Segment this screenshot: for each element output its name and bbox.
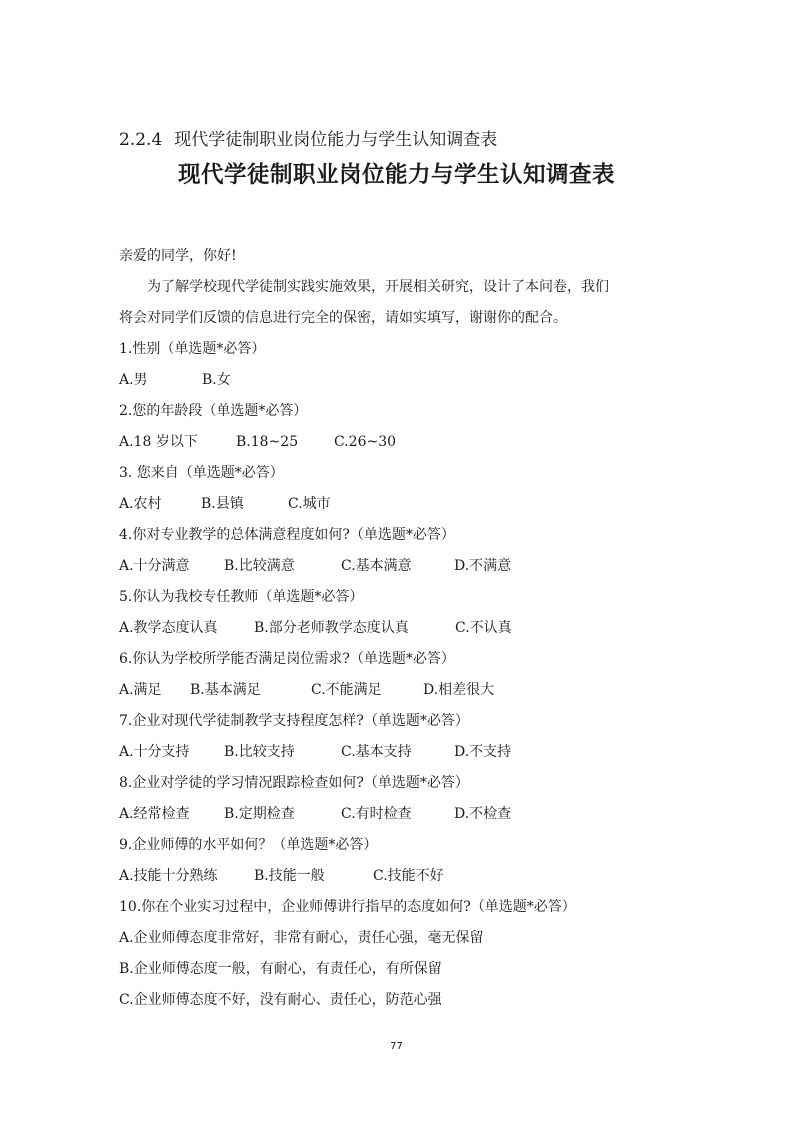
question-7: 7.企业对现代学徒制教学支持程度怎样?（单选题*必答）: [119, 713, 469, 729]
option[interactable]: C.企业师傅态度不好，没有耐心、责任心，防范心强: [119, 992, 442, 1008]
question-1-options: [119, 369, 231, 391]
section-number: 2.2.4: [119, 130, 163, 150]
option[interactable]: B.比较支持: [224, 744, 295, 760]
question-4-options: [119, 555, 511, 577]
option[interactable]: B.县镇: [201, 496, 244, 512]
option[interactable]: B.定期检查: [224, 806, 295, 822]
option[interactable]: D.不检查: [454, 806, 512, 822]
option[interactable]: A.农村: [119, 496, 162, 512]
question-2-options: [119, 431, 396, 453]
option[interactable]: B.基本满足: [190, 682, 261, 698]
question-10: 10.你在个业实习过程中，企业师傅讲行指早的态度如何?（单选题*必答）: [119, 899, 576, 915]
document-title: 现代学徒制职业岗位能力与学生认知调查表: [177, 162, 615, 188]
option[interactable]: A.男: [119, 372, 148, 388]
question-4: 4.你对专业教学的总体满意程度如何?（单选题*必答）: [119, 527, 455, 543]
page-number: 77: [390, 1041, 403, 1052]
option[interactable]: D.不支持: [454, 744, 512, 760]
question-3: 3. 您来自（单选题*必答）: [119, 465, 284, 481]
question-8-options: [119, 803, 511, 825]
option[interactable]: C.基本支持: [341, 744, 412, 760]
question-8: 8.企业对学徒的学习情况跟踪检查如何?（单选题*必答）: [119, 775, 469, 791]
question-6-options: [119, 679, 494, 701]
option[interactable]: B.部分老师教学态度认真: [254, 620, 409, 636]
question-9-options: [119, 865, 444, 887]
option[interactable]: A.十分支持: [119, 744, 190, 760]
option[interactable]: A.企业师傅态度非常好，非常有耐心，责任心强，毫无保留: [119, 930, 484, 946]
option[interactable]: C.技能不好: [373, 868, 444, 884]
question-9: 9.企业师傅的水平如何？（单选题*必答）: [119, 837, 378, 853]
question-5-options: [119, 617, 512, 639]
greeting: 亲爱的同学，你好!: [119, 248, 237, 264]
section-title: 现代学徒制职业岗位能力与学生认知调查表: [174, 130, 498, 150]
option[interactable]: B.企业师傅态度一般，有耐心，有责任心，有所保留: [119, 961, 442, 977]
option[interactable]: C.有时检查: [341, 806, 412, 822]
intro-line-2: 将会对同学们反馈的信息进行完全的保密，请如实填写，谢谢你的配合。: [119, 310, 567, 326]
question-1: 1.性别（单选题*必答）: [119, 341, 266, 357]
option[interactable]: C.26~30: [334, 434, 397, 450]
option[interactable]: C.基本满意: [341, 558, 412, 574]
option[interactable]: A.18 岁以下: [119, 434, 198, 450]
option[interactable]: A.技能十分熟练: [119, 868, 218, 884]
question-2: 2.您的年龄段（单选题*必答）: [119, 403, 308, 419]
option[interactable]: C.不认真: [455, 620, 512, 636]
option[interactable]: A.满足: [119, 682, 162, 698]
option[interactable]: A.经常检查: [119, 806, 190, 822]
option[interactable]: B.18~25: [236, 434, 299, 450]
option[interactable]: D.不满意: [454, 558, 512, 574]
option[interactable]: B.技能一般: [254, 868, 325, 884]
option[interactable]: D.相差很大: [423, 682, 495, 698]
option[interactable]: A.十分满意: [119, 558, 190, 574]
question-7-options: [119, 741, 511, 763]
question-6: 6.你认为学校所学能否满足岗位需求?（单选题*必答）: [119, 651, 455, 667]
option[interactable]: B.比较满意: [224, 558, 295, 574]
intro-line-1: 为了解学校现代学徒制实践实施效果，开展相关研究，设计了本问卷，我们: [147, 279, 609, 295]
option[interactable]: B.女: [202, 372, 231, 388]
option[interactable]: C.城市: [288, 496, 331, 512]
question-3-options: [119, 493, 331, 515]
question-5: 5.你认为我校专任教师（单选题*必答）: [119, 589, 364, 605]
option[interactable]: A.教学态度认真: [119, 620, 218, 636]
section-heading: [119, 128, 497, 152]
option[interactable]: C.不能满足: [311, 682, 382, 698]
